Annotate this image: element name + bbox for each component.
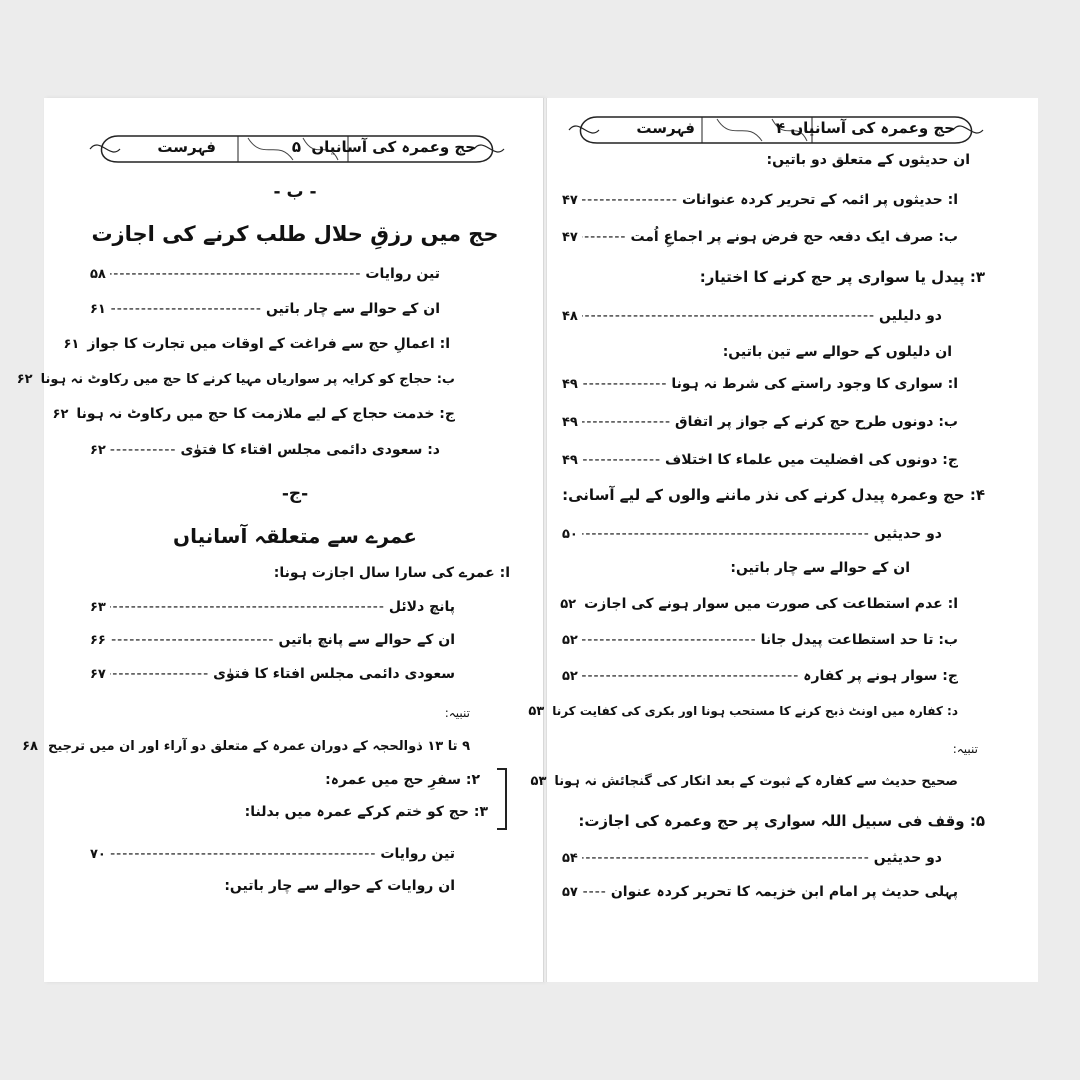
section-j-title: عمرے سے متعلقہ آسانیاں [173, 524, 417, 548]
section-4-subheading: ان کے حوالے سے چار باتیں: [730, 560, 910, 576]
toc-entry[interactable]: د: کفارہ میں اونٹ ذبح کرنے کا مستحب ہونا اور بکری کی کفایت کرنا ۵۳ [528, 704, 958, 719]
section-j-subheading: ا: عمرے کی سارا سال اجازت ہونا: [273, 565, 510, 581]
toc-entry[interactable]: ب: حجاج کو کرایہ پر سواریاں مہیا کرنے کا حج میں رکاوٹ نہ ہونا ۶۲ [16, 372, 455, 387]
toc-entry[interactable]: دو دلیلیں ----- ۴۸ [562, 308, 942, 324]
toc-entry[interactable]: ا: حدیثوں پر ائمہ کے تحریر کردہ عنوانات ----- ۴۷ [562, 192, 958, 208]
section-letter-b: - ب - [273, 182, 317, 202]
toc-entry[interactable]: ا: اعمالِ حج سے فراغت کے اوقات میں تجارت کا جواز ۶۱ [63, 336, 450, 352]
section-3-heading: ۳: پیدل یا سواری پر حج کرنے کا اختیار: [699, 268, 985, 286]
header-page-number: ۴ [775, 119, 785, 137]
toc-entry[interactable]: ب: صرف ایک دفعہ حج فرض ہونے پر اجماعِ اُمت ----- ۴۷ [562, 229, 958, 245]
left-page-header [88, 132, 506, 166]
toc-entry[interactable]: ۹ تا ۱۳ ذوالحجہ کے دوران عمرہ کے متعلق دو آراء اور ان میں ترجیح ۶۸ [22, 739, 470, 754]
toc-entry[interactable]: ب: تا حد استطاعت پیدل جانا ----- ۵۲ [562, 632, 958, 648]
toc-entry[interactable]: د: سعودی دائمی مجلس افتاء کا فتوٰی ----- ۶۲ [90, 442, 440, 458]
toc-entry[interactable]: ج: سوار ہونے پر کفارہ ----- ۵۲ [562, 668, 958, 684]
toc-entry[interactable]: ج: دونوں کی افضلیت میں علماء کا اختلاف ----- ۴۹ [562, 452, 958, 468]
bracket [497, 768, 507, 830]
header-page-number: ۵ [291, 138, 301, 156]
book-gutter [543, 98, 547, 982]
toc-entry[interactable]: سعودی دائمی مجلس افتاء کا فتوٰی ----- ۶۷ [90, 666, 455, 682]
toc-entry[interactable]: ج: خدمت حجاج کے لیے ملازمت کا حج میں رکاوٹ نہ ہونا ۶۲ [52, 406, 455, 422]
bracket-item: ۲: سفرِ حج میں عمرہ: [325, 772, 480, 788]
section-3-subheading: ان دلیلوں کے حوالے سے تین باتیں: [722, 344, 952, 360]
toc-entry[interactable]: ب: دونوں طرح حج کرنے کے جواز پر اتفاق ----- ۴۹ [562, 414, 958, 430]
tanbih-label: تنبیہ: [444, 706, 470, 720]
toc-entry[interactable]: پانچ دلائل ----- ۶۳ [90, 599, 455, 615]
toc-entry[interactable]: ا: عدم استطاعت کی صورت میں سوار ہونے کی اجازت ۵۲ [560, 596, 958, 612]
header-book-title: حج وعمرہ کی آسانیاں [311, 138, 476, 156]
toc-entry[interactable]: پہلی حدیث پر امام ابن خزیمہ کا تحریر کردہ عنوان ----- ۵۷ [562, 884, 958, 900]
header-section: فہرست [157, 138, 216, 156]
section-4-heading: ۴: حج وعمرہ پیدل کرنے کی نذر ماننے والوں کے لیے آسانی: [562, 486, 985, 504]
toc-entry[interactable]: ا: سواری کا وجود راستے کی شرط نہ ہونا ----- ۴۹ [562, 376, 958, 392]
section-5-heading: ۵: وقف فی سبیل اللہ سواری پر حج وعمرہ کی اجازت: [578, 812, 985, 830]
toc-entry[interactable]: دو حدیثیں ----- ۵۰ [562, 526, 942, 542]
header-book-title: حج وعمرہ کی آسانیاں [790, 119, 955, 137]
bracket-item: ۳: حج کو ختم کرکے عمرہ میں بدلنا: [244, 804, 488, 820]
intro-heading: ان حدیثوں کے متعلق دو باتیں: [766, 152, 970, 168]
closing-line: ان روایات کے حوالے سے چار باتیں: [224, 878, 455, 894]
toc-entry[interactable]: دو حدیثیں ----- ۵۴ [562, 850, 942, 866]
section-b-title: حج میں رزقِ حلال طلب کرنے کی اجازت [91, 222, 499, 246]
toc-entry[interactable]: تین روایات ----- ۵۸ [90, 266, 440, 282]
tanbih-label: تنبیہ: [952, 742, 978, 756]
section-letter-j: -ج- [281, 484, 309, 504]
toc-entry[interactable]: تین روایات ----- ۷۰ [90, 846, 455, 862]
toc-entry[interactable]: ان کے حوالے سے پانچ باتیں ----- ۶۶ [90, 632, 455, 648]
toc-entry[interactable]: ان کے حوالے سے چار باتیں ----- ۶۱ [90, 301, 440, 317]
header-section: فہرست [636, 119, 695, 137]
right-page-header [567, 113, 985, 147]
toc-entry[interactable]: صحیح حدیث سے کفارہ کے ثبوت کے بعد انکار کی گنجائش نہ ہونا ۵۳ [530, 774, 958, 789]
